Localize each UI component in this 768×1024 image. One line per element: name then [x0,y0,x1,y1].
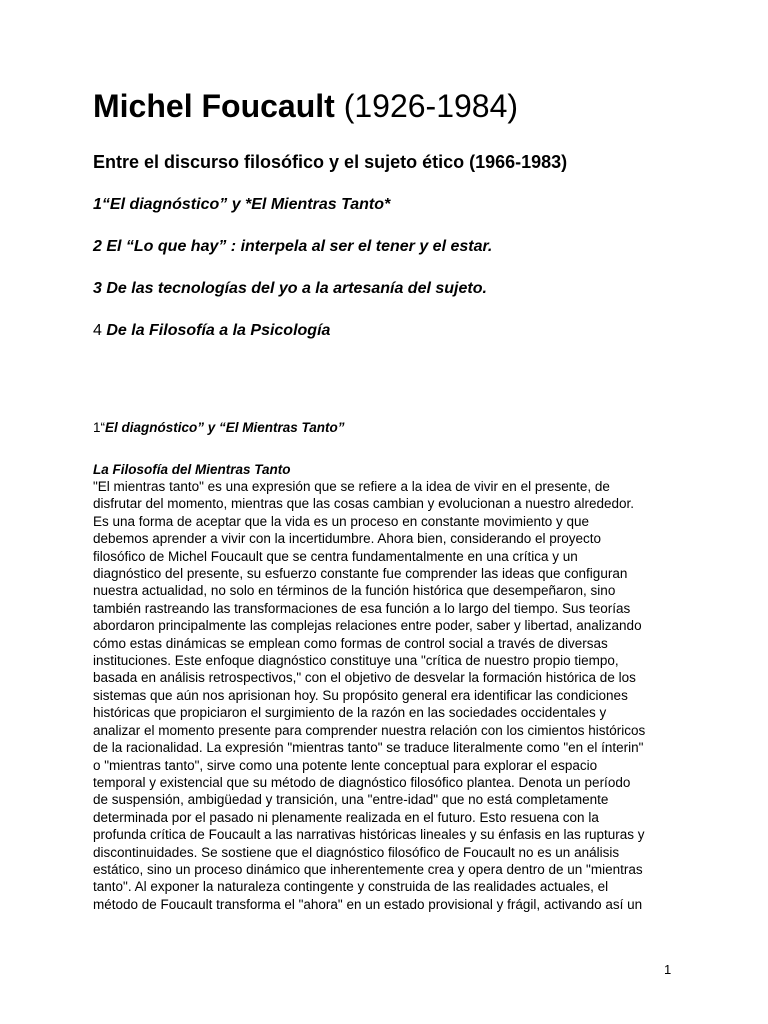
body-line: nuestra actualidad, no solo en términos de la función histórica que desempeñaron, sino [93,583,616,599]
body-line: debemos aprender a vivir con la incertidumbre. Ahora bien, considerando el proyecto [93,531,602,547]
toc-item-text: 2 El “Lo que hay” : interpela al ser el tener y el estar. [93,238,493,255]
body-line: diagnóstico del presente, su esfuerzo constante fue comprender las ideas que configuran [93,566,628,582]
page-title [93,86,518,126]
section-heading [93,418,345,438]
body-line: o "mientras tanto", sirve como una potente lente conceptual para explorar el espacio [93,757,598,773]
body-line: determinada por el pasado ni plenamente realizada en el futuro. Esto resuena con la [93,809,599,825]
body-line: instituciones. Este enfoque diagnóstico constituye una "crítica de nuestro propio tiempo, [93,653,619,669]
body-line: abordaron principalmente las complejas relaciones entre poder, saber y libertad, analizando [93,618,642,634]
title-author: Michel Foucault [93,88,335,124]
body-line: de suspensión, ambigüedad y transición, una "entre-idad" que no está completamente [93,792,609,808]
toc-item-1 [93,194,390,216]
toc-item-2 [93,236,492,258]
section-title: El diagnóstico” y “El Mientras Tanto” [105,420,345,435]
body-line: temporal y existencial que su método de diagnóstico filosófico plantea. Denota un período [93,774,631,790]
page-number: 1 [664,962,672,977]
toc-item-text: De la Filosofía a la Psicología [106,322,331,339]
toc-item-text: 3 De las tecnologías del yo a la artesanía del sujeto. [93,280,487,297]
body-line: "El mientras tanto" es una expresión que se refiere a la idea de vivir en el presente, de [93,479,610,494]
title-years: (1926-1984) [334,88,519,124]
toc-item-3 [93,278,487,300]
body-line: cómo estas dinámicas se emplean como formas de control social a través de diversas [93,635,608,651]
body-line: profunda crítica de Foucault a las narrativas históricas lineales y su énfasis en las rupturas y [93,827,645,843]
body-line: históricas que propiciaron el surgimiento de la razón en las sociedades occidentales y [93,705,607,721]
body-line: sistemas que aún nos aprisionan hoy. Su propósito general era identificar las condiciones [93,687,628,703]
body-line: Es una forma de aceptar que la vida es un proceso en constante movimiento y que [93,513,590,529]
subsection-heading: La Filosofía del Mientras Tanto [93,462,291,477]
body-line: método de Foucault transforma el "ahora" en un estado provisional y frágil, activando así un [93,896,643,912]
toc-item-number: 4 [93,322,107,339]
body-line: tanto". Al exponer la naturaleza contingente y construida de las realidades actuales, el [93,879,609,895]
body-line: estático, sino un proceso dinámico que inherentemente crea y opera dentro de un "mientras [93,861,643,877]
body-line: filosófico de Michel Foucault que se centra fundamentalmente en una crítica y un [93,548,578,564]
body-line: discontinuidades. Se sostiene que el diagnóstico filosófico de Foucault no es un análisis [93,844,620,860]
body-line: de la racionalidad. La expresión "mientras tanto" se traduce literalmente como "en el ínterin" [93,740,644,756]
body-line: basada en análisis retrospectivos," con el objetivo de desvelar la formación histórica de los [93,670,636,686]
body-paragraph [93,478,683,913]
section-number: 1“ [93,420,106,435]
body-line: disfrutar del momento, mientras que las cosas cambian y evolucionan a nuestro alrededor. [93,496,635,512]
body-line: analizar el momento presente para comprender nuestra relación con los cimientos históricos [93,722,646,738]
document-subtitle: Entre el discurso filosófico y el sujeto ético (1966-1983) [93,152,568,172]
toc-item-4 [93,320,330,342]
toc-item-text: 1“El diagnóstico” y *El Mientras Tanto* [93,196,391,213]
body-line: también rastreando las transformaciones de esa función a lo largo del tiempo. Sus teorías [93,600,631,616]
